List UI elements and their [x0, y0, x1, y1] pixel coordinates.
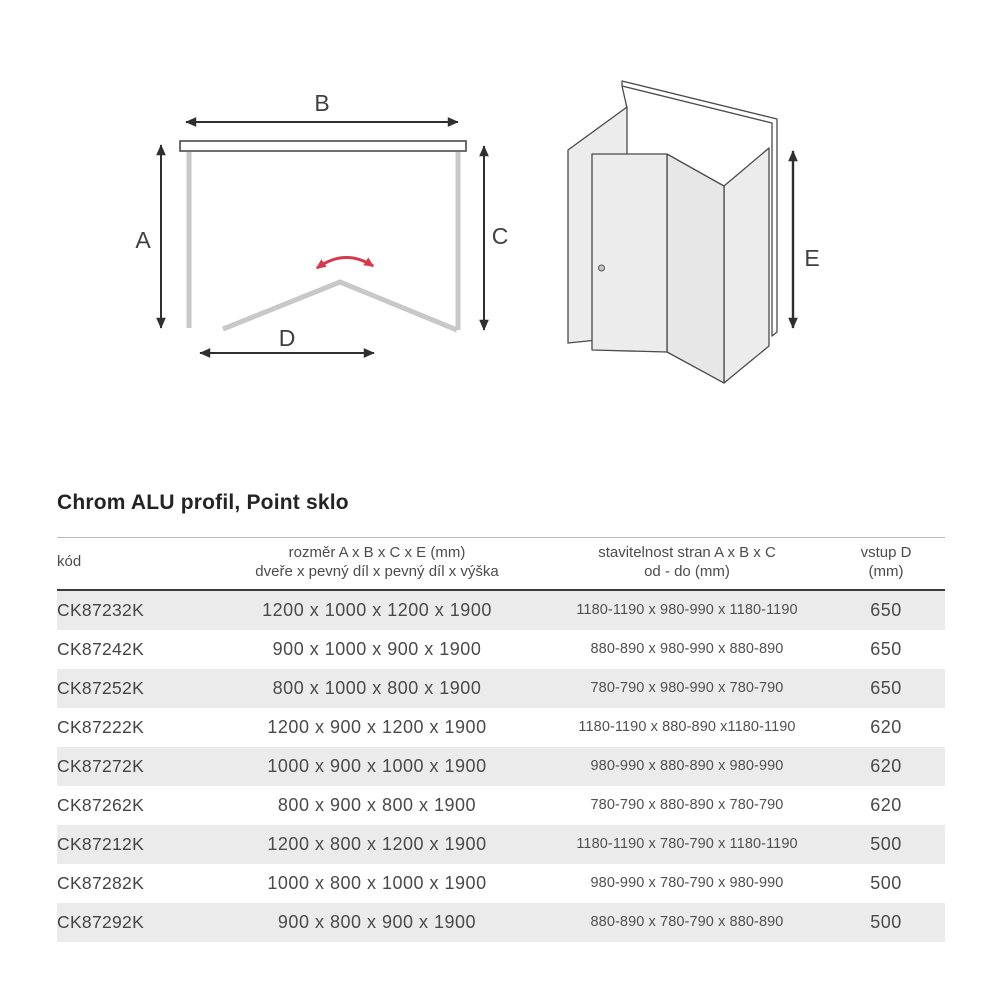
cell-code: CK87242K	[57, 638, 145, 659]
col-header-adjustability	[547, 538, 827, 590]
col-header-size	[207, 538, 547, 590]
table-row	[57, 786, 945, 825]
back-panel-edge-line	[622, 86, 627, 108]
cell-size: 900 x 1000 x 900 x 1900	[272, 638, 482, 659]
cell-size: 1200 x 800 x 1200 x 1900	[267, 833, 487, 854]
cell-code: CK87222K	[57, 716, 145, 737]
dim-label-c: C	[491, 223, 509, 249]
cell-code: CK87262K	[57, 794, 145, 815]
cell-entry: 650	[870, 638, 902, 659]
table-row	[57, 630, 945, 669]
table-row	[57, 708, 945, 747]
folding-door-lines	[223, 282, 457, 330]
cell-entry: 500	[870, 911, 902, 932]
dim-label-a: A	[135, 227, 151, 253]
cell-size: 1200 x 900 x 1200 x 1900	[267, 716, 487, 737]
cell-code: CK87282K	[57, 872, 145, 893]
cell-size: 1000 x 900 x 1000 x 1900	[267, 755, 487, 776]
cell-entry: 650	[870, 677, 902, 698]
col-header-adjust-line1: stavitelnost stran A x B x C	[598, 544, 776, 561]
cell-adjustability: 1180-1190 x 780-790 x 1180-1190	[576, 836, 798, 852]
cell-adjustability: 880-890 x 780-790 x 880-890	[590, 914, 784, 930]
cell-entry: 620	[870, 794, 902, 815]
side-panel-right	[724, 148, 769, 383]
cell-code: CK87212K	[57, 833, 145, 854]
cell-size: 900 x 800 x 900 x 1900	[277, 911, 477, 932]
spec-table	[57, 537, 945, 942]
cell-code: CK87252K	[57, 677, 145, 698]
cell-code: CK87292K	[57, 911, 145, 932]
cell-adjustability: 780-790 x 980-990 x 780-790	[590, 680, 784, 696]
cell-entry: 650	[870, 599, 902, 620]
dim-label-e: E	[804, 245, 820, 271]
cell-adjustability: 1180-1190 x 880-890 x1180-1190	[578, 719, 796, 735]
cell-entry: 500	[870, 872, 902, 893]
isometric-view-diagram	[568, 81, 820, 383]
door-panel	[592, 154, 667, 352]
table-row	[57, 747, 945, 786]
dim-label-d: D	[278, 325, 296, 351]
table-row	[57, 590, 945, 630]
cell-adjustability: 780-790 x 880-890 x 780-790	[590, 797, 784, 813]
technical-drawings	[0, 0, 1000, 470]
cell-size: 800 x 900 x 800 x 1900	[277, 794, 477, 815]
wall-profile-bar	[180, 141, 466, 151]
plan-view-diagram	[135, 90, 508, 353]
cell-entry: 500	[870, 833, 902, 854]
col-header-adjust-line2: od - do (mm)	[644, 562, 730, 580]
folded-panel	[667, 154, 724, 383]
cell-size: 800 x 1000 x 800 x 1900	[272, 677, 482, 698]
col-header-size-line1: rozměr A x B x C x E (mm)	[288, 544, 466, 561]
cell-size: 1200 x 1000 x 1200 x 1900	[262, 599, 492, 620]
dim-label-b: B	[314, 90, 330, 116]
cell-adjustability: 980-990 x 780-790 x 980-990	[590, 875, 784, 891]
cell-entry: 620	[870, 716, 902, 737]
cell-adjustability: 1180-1190 x 980-990 x 1180-1190	[576, 602, 798, 618]
door-swing-arrow-icon	[317, 257, 373, 268]
cell-entry: 620	[870, 755, 902, 776]
col-header-entry-line2: (mm)	[868, 562, 904, 580]
door-knob-icon	[599, 265, 605, 271]
section-title: Chrom ALU profil, Point sklo	[57, 491, 349, 514]
col-header-size-line2: dveře x pevný díl x pevný díl x výška	[255, 562, 499, 580]
table-row	[57, 903, 945, 942]
cell-adjustability: 980-990 x 880-890 x 980-990	[590, 758, 784, 774]
col-header-entry-line1: vstup D	[860, 544, 912, 561]
table-row	[57, 825, 945, 864]
cell-code: CK87232K	[57, 599, 145, 620]
col-header-code	[57, 538, 207, 590]
table-row	[57, 864, 945, 903]
col-header-code-label: kód	[57, 553, 82, 571]
col-header-entry	[827, 538, 945, 590]
cell-size: 1000 x 800 x 1000 x 1900	[267, 872, 487, 893]
cell-code: CK87272K	[57, 755, 145, 776]
table-header	[57, 538, 945, 590]
table-row	[57, 669, 945, 708]
cell-adjustability: 880-890 x 980-990 x 880-890	[590, 641, 784, 657]
